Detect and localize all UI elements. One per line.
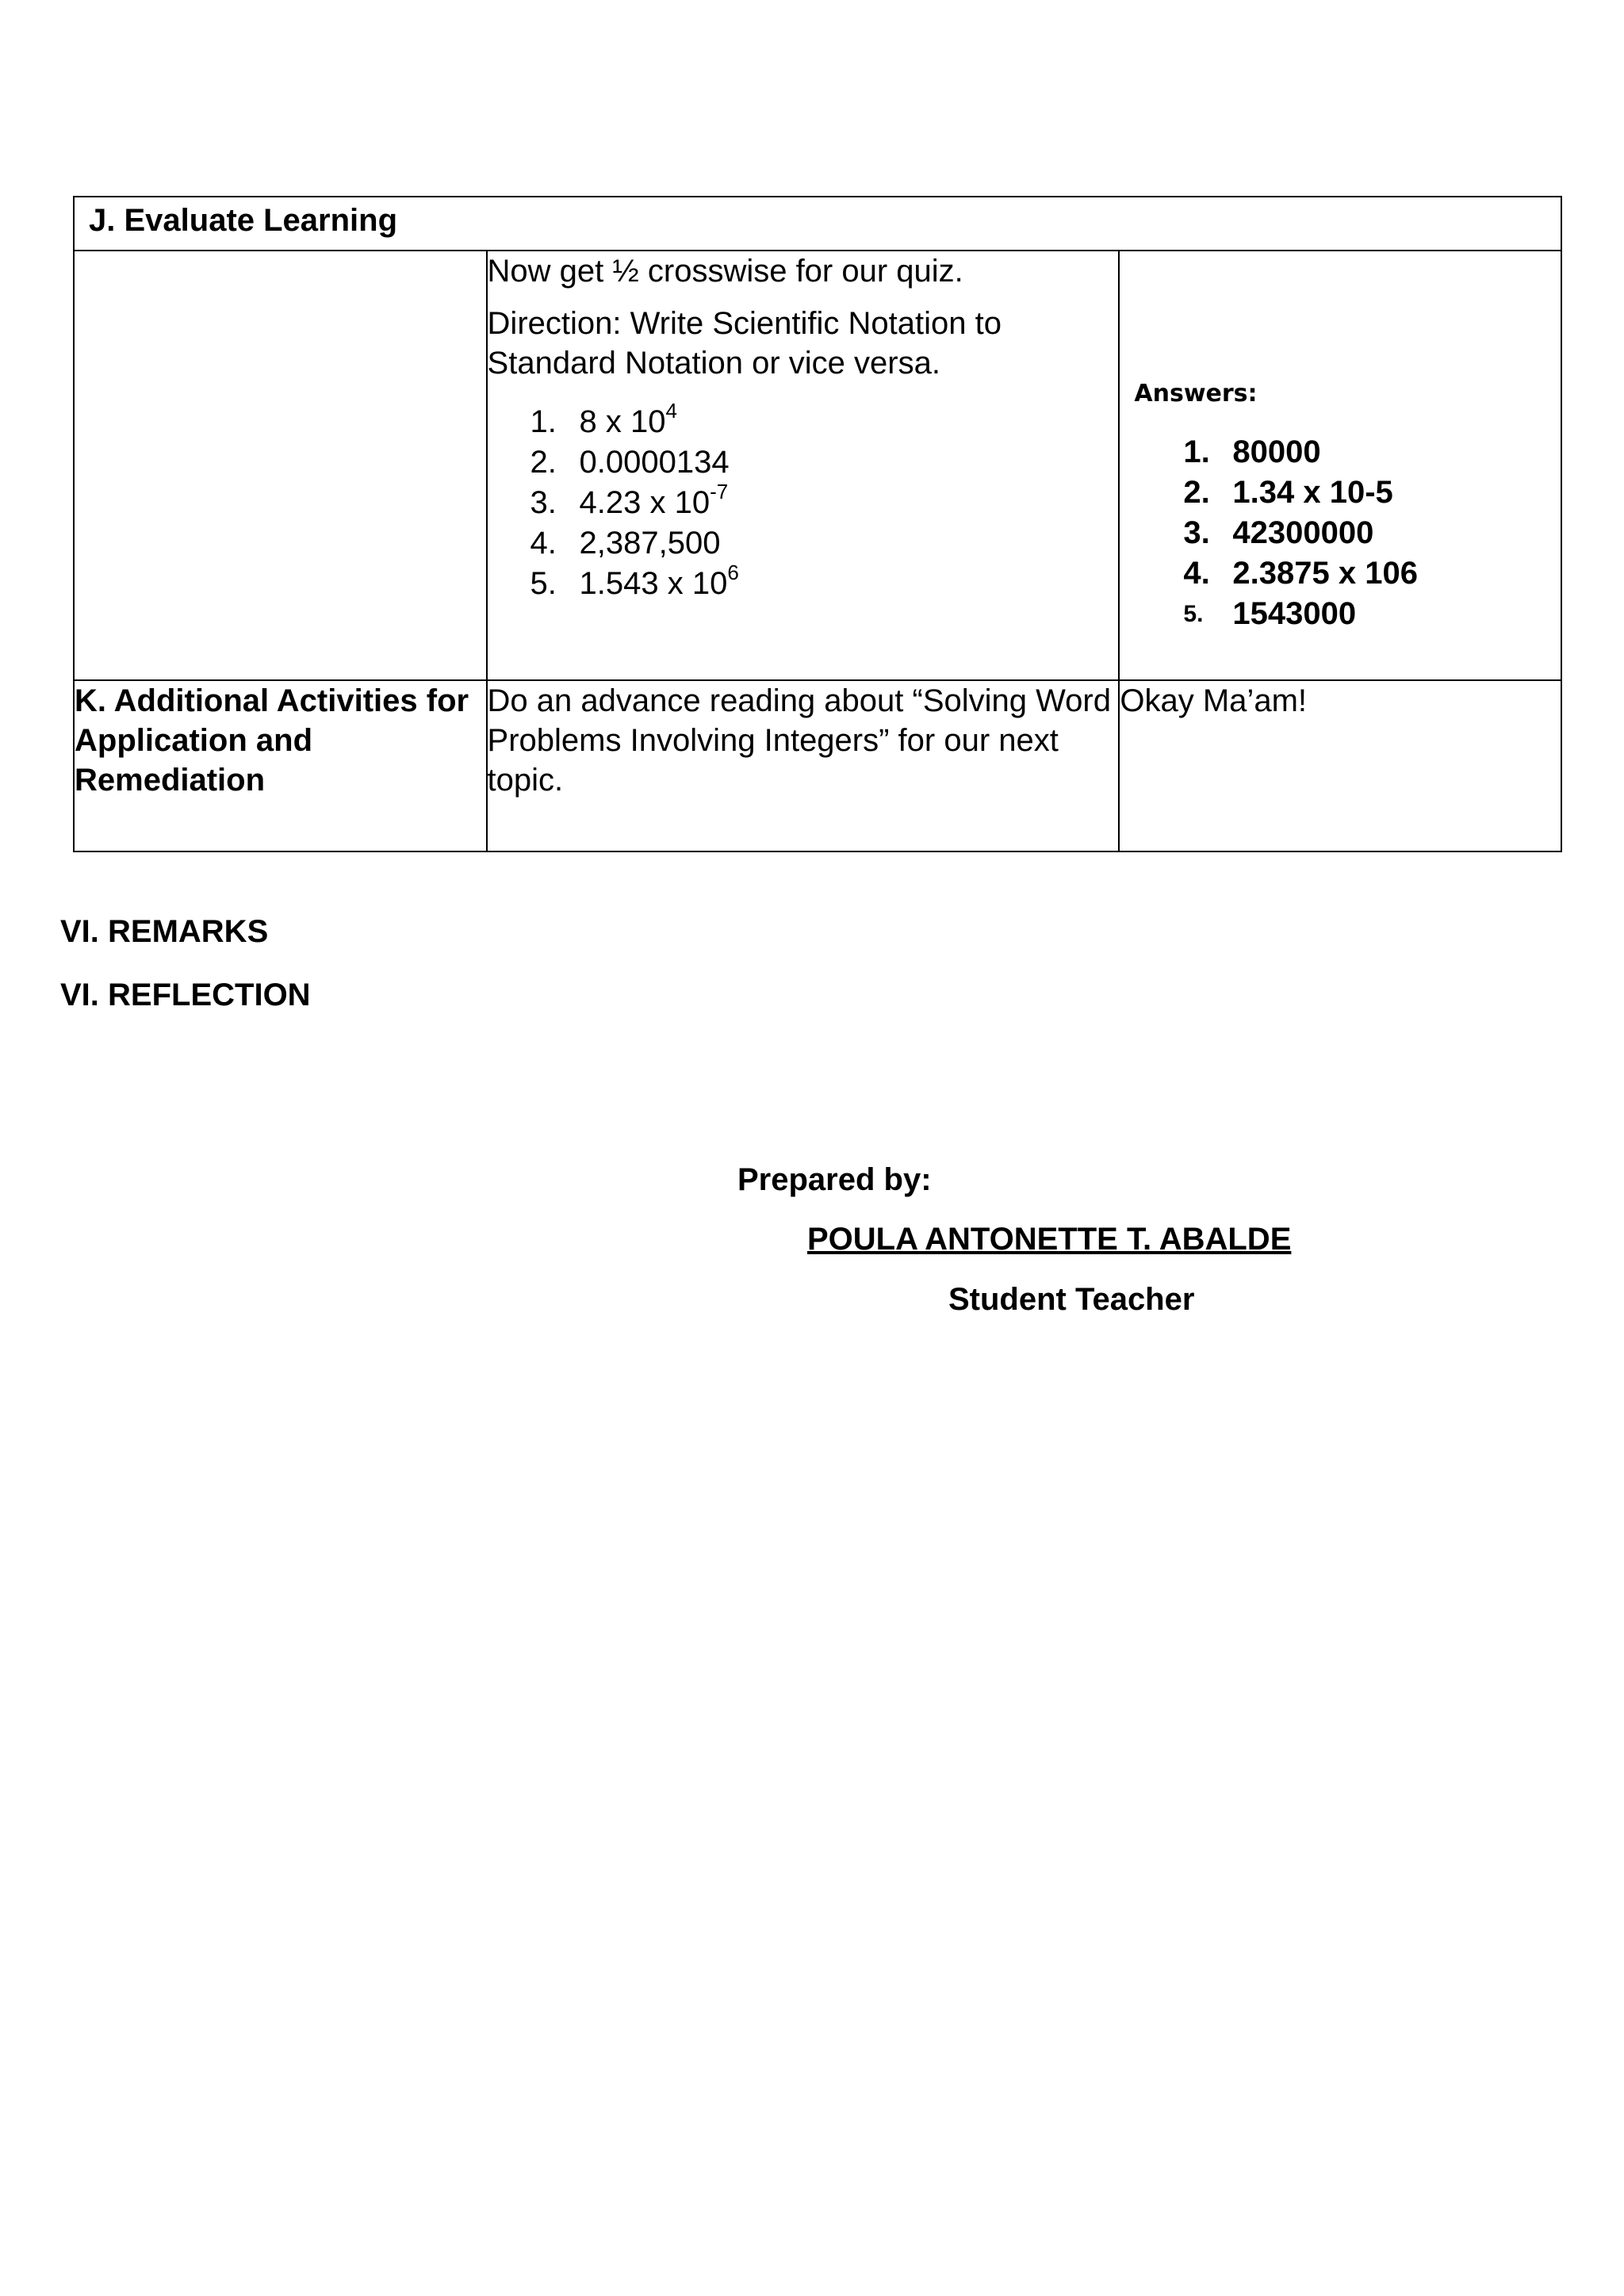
answer-item	[1183, 473, 1561, 513]
answer-item	[1183, 432, 1561, 473]
empty-cell	[74, 251, 487, 680]
quiz-item-text: 2,387,500	[579, 526, 721, 561]
quiz-item	[530, 398, 1119, 442]
quiz-direction-text: Direction: Write Scientific Notation to Standard Notation or vice versa.	[487, 306, 1002, 381]
answer-item-value: 1.34 x 10-5	[1232, 475, 1393, 510]
table-row	[74, 251, 1561, 680]
table-row	[74, 680, 1561, 851]
student-activity-cell	[1119, 680, 1561, 851]
quiz-item-exponent: 6	[727, 560, 739, 584]
advance-reading-text: Do an advance reading about “Solving Word Problems Involving Integers” for our next topic.	[487, 683, 1111, 798]
answer-item-number: 3.	[1183, 515, 1210, 550]
additional-activities-heading-cell	[74, 680, 487, 851]
additional-activities-heading: K. Additional Activities for Application and Remediation	[75, 683, 469, 798]
evaluate-learning-heading: J. Evaluate Learning	[89, 203, 398, 238]
reflection-heading: VI. REFLECTION	[60, 978, 311, 1012]
answer-item-number: 1.	[1183, 434, 1210, 469]
student-activity-cell	[1119, 251, 1561, 680]
quiz-intro-text: Now get ½ crosswise for our quiz.	[487, 254, 963, 289]
prepared-by-label: Prepared by:	[737, 1162, 932, 1197]
answer-item	[1183, 513, 1561, 553]
quiz-item-number: 3.	[530, 485, 557, 520]
table-row	[74, 197, 1561, 251]
quiz-item-text: 4.23 x 10	[579, 485, 710, 520]
quiz-item-list	[488, 398, 1119, 604]
teacher-activity-cell	[487, 680, 1120, 851]
preparer-role: Student Teacher	[948, 1282, 1195, 1317]
answer-list	[1120, 432, 1561, 634]
quiz-item-number: 4.	[530, 526, 557, 561]
answer-item-value: 80000	[1232, 434, 1321, 469]
quiz-item-exponent: -7	[710, 479, 729, 503]
quiz-item-number: 2.	[530, 445, 557, 480]
quiz-item	[530, 523, 1119, 564]
answer-item-number: 2.	[1183, 475, 1210, 510]
answers-label: Answers:	[1134, 380, 1258, 408]
answer-item	[1183, 594, 1561, 634]
quiz-item-text: 1.543 x 10	[579, 566, 728, 601]
answer-item-value: 1543000	[1232, 596, 1357, 631]
answer-item-number: 4.	[1183, 556, 1210, 591]
quiz-item	[530, 479, 1119, 523]
student-response-text: Okay Ma’am!	[1120, 683, 1307, 718]
lesson-plan-table	[73, 196, 1562, 852]
teacher-activity-cell	[487, 251, 1120, 680]
remarks-heading: VI. REMARKS	[60, 914, 269, 949]
quiz-item-number: 1.	[530, 404, 557, 439]
preparer-name: POULA ANTONETTE T. ABALDE	[807, 1222, 1292, 1257]
answer-item	[1183, 553, 1561, 594]
section-heading-cell	[74, 197, 1561, 251]
quiz-item	[530, 560, 1119, 604]
answer-item-value: 2.3875 x 106	[1232, 556, 1418, 591]
quiz-item-exponent: 4	[665, 398, 677, 423]
quiz-item-text: 0.0000134	[579, 445, 730, 480]
answer-item-number: 5.	[1183, 601, 1204, 627]
quiz-item-number: 5.	[530, 566, 557, 601]
quiz-item-text: 8 x 10	[579, 404, 666, 439]
quiz-item	[530, 442, 1119, 483]
answer-item-value: 42300000	[1232, 515, 1374, 550]
